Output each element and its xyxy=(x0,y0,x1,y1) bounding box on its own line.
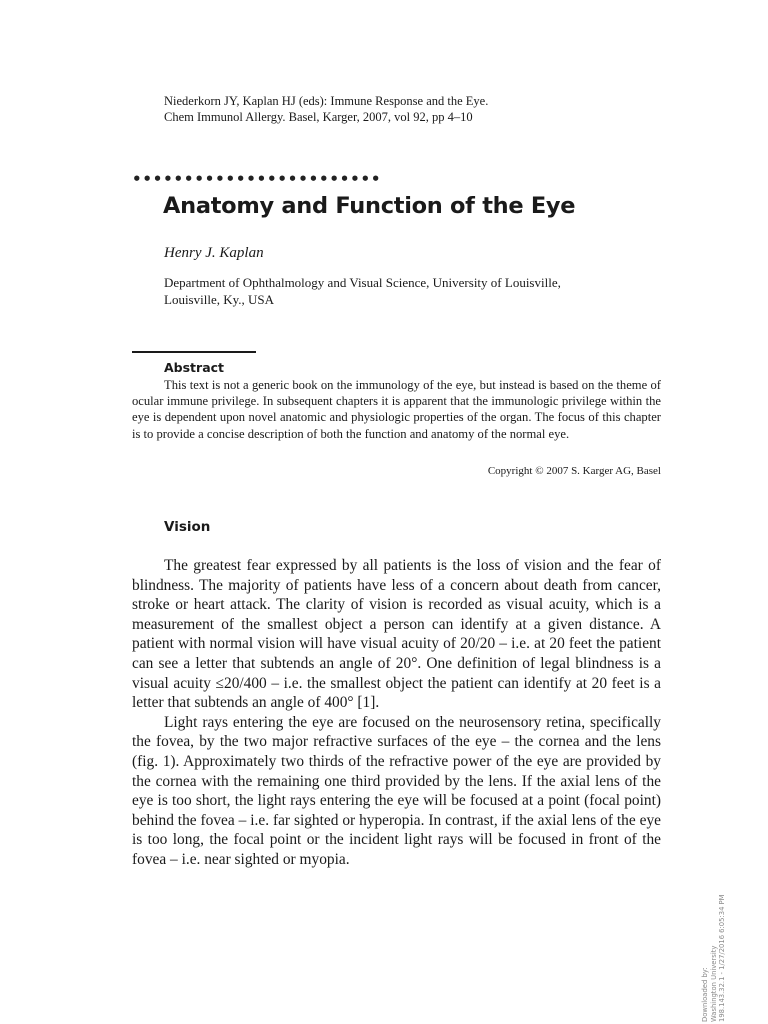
affiliation-line-2: Louisville, Ky., USA xyxy=(164,292,275,307)
abstract-heading: Abstract xyxy=(164,360,225,375)
title-dot-rule: •••••••••••••••••••••••• xyxy=(132,170,382,188)
section-body xyxy=(132,556,661,870)
download-watermark xyxy=(701,822,727,1022)
affiliation-line-1: Department of Ophthalmology and Visual Science, University of Louisville, xyxy=(164,275,561,290)
abstract-text: This text is not a generic book on the immunology of the eye, but instead is based on the theme of ocular immune privilege. In subsequent chapters it is apparent that the immunologic privilege within the eye is dependent upon novel anatomic and physiologic properties of the organ. The focus of this chapter is to provide a concise description of both the function and anatomy of the normal eye. xyxy=(132,378,661,441)
author-name: Henry J. Kaplan xyxy=(164,245,264,261)
citation-line-1: Niederkorn JY, Kaplan HJ (eds): Immune Response and the Eye. xyxy=(164,94,489,108)
citation-line-2: Chem Immunol Allergy. Basel, Karger, 2007, vol 92, pp 4–10 xyxy=(164,110,473,124)
copyright-notice: Copyright © 2007 S. Karger AG, Basel xyxy=(487,465,661,477)
watermark-line-2: Washington University xyxy=(709,945,718,1022)
watermark-line-3: 198.143.32.1 - 1/27/2016 6:05:34 PM xyxy=(718,894,726,1022)
section-heading-vision: Vision xyxy=(164,519,211,535)
article-title: Anatomy and Function of the Eye xyxy=(163,193,576,219)
author-affiliation xyxy=(164,274,684,308)
citation xyxy=(164,93,684,125)
body-paragraph-1: The greatest fear expressed by all patients is the loss of vision and the fear of blindness. The majority of patients have less of a concern about death from cancer, stroke or heart attack. The clarity of vision is recorded as visual acuity, which is a measurement of the smallest object a person can identify at a given distance. A patient with normal vision will have visual acuity of 20/20 – i.e. at 20 feet the patient can see a letter that subtends an angle of 20°. One definition of legal blindness is a visual acuity ≤20/400 – i.e. the smallest object the patient can identify at 20 feet is a letter that subtends an angle of 400° [1]. xyxy=(132,557,661,712)
watermark-line-1: Downloaded by: xyxy=(701,967,709,1022)
body-paragraph-2: Light rays entering the eye are focused on the neurosensory retina, specifically the fovea, by the two major refractive surfaces of the eye – the cornea and the lens (fig. 1). Approximately two thirds of the refractive power of the eye are provided by the cornea with the remaining one third provided by the lens. If the axial lens of the eye is too short, the light rays entering the eye will be focused at a point (focal point) behind the fovea – i.e. far sighted or hyperopia. In contrast, if the axial lens of the eye is too long, the focal point or the incident light rays will be focused in front of the fovea – i.e. near sighted or myopia. xyxy=(132,713,661,868)
abstract-rule xyxy=(132,351,256,353)
